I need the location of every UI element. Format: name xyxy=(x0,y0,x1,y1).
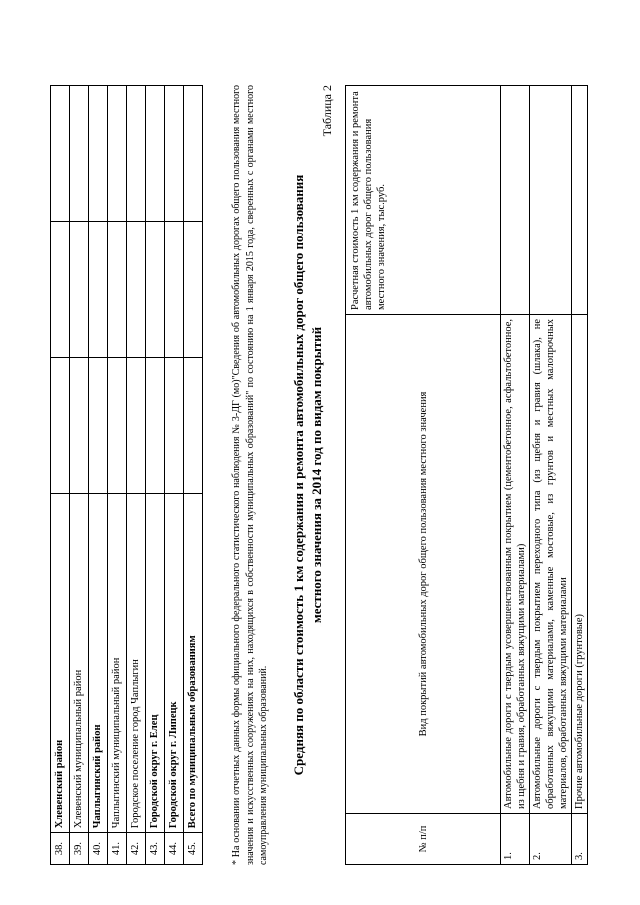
row-number: 40. xyxy=(89,833,108,865)
row-value-cell xyxy=(89,222,108,358)
footnote: * На основании отчетных данных формы официального федерального статистического наблюдения № 3-ДГ (мо)"Сведения об автомобильных дорогах общего пользования местного значения и искусственных сооружениях на них, находящихся в собственности муниципальных образований" по состоянию на 1 января 2015 года, сверенных с органами местного самоуправления муниципальных образований. xyxy=(231,85,269,865)
row-value-cell xyxy=(127,222,146,358)
row-description: Автомобильные дороги с твердым покрытием переходного типа (из щебня и гравия (шлака), не обработанных вяжущими материалами, каменные мостовые, из грунтов и местных малопрочных материалов, обработанных вяжущими материалами xyxy=(530,315,572,814)
table-row xyxy=(70,86,89,865)
row-value-cell xyxy=(146,358,165,494)
row-value-cell xyxy=(184,222,203,358)
cost-table-header-row xyxy=(346,86,501,865)
table2-title-line2: местного значения за 2014 год по видам покрытий xyxy=(309,326,324,624)
table-label: Таблица 2 xyxy=(320,85,334,137)
row-number: 3. xyxy=(572,814,588,865)
header-type: Вид покрытий автомобильных дорог общего пользования местного значения xyxy=(346,315,501,814)
row-value-cell xyxy=(70,358,89,494)
table-row xyxy=(184,86,203,865)
row-value-cell xyxy=(70,86,89,222)
row-number: 41. xyxy=(108,833,127,865)
table-row xyxy=(89,86,108,865)
table-row xyxy=(127,86,146,865)
row-number: 1. xyxy=(501,814,530,865)
row-value-cell xyxy=(146,86,165,222)
row-name: Чаплыгинский район xyxy=(89,494,108,833)
row-value-cell xyxy=(108,358,127,494)
row-number: 45. xyxy=(184,833,203,865)
row-value-cell xyxy=(127,86,146,222)
table-row xyxy=(572,86,588,865)
row-value-cell xyxy=(89,86,108,222)
row-cost xyxy=(501,86,530,315)
row-cost xyxy=(572,86,588,315)
table-row xyxy=(501,86,530,865)
row-number: 44. xyxy=(165,833,184,865)
row-value-cell xyxy=(127,358,146,494)
row-value-cell xyxy=(146,222,165,358)
row-description: Автомобильные дороги с твердым усовершенствованным покрытием (цементобетонное, асфальтобетонное, из щебня и гравия, обработанных вяжущими материалами) xyxy=(501,315,530,814)
row-description: Прочие автомобильные дороги (грунтовые) xyxy=(572,315,588,814)
row-value-cell xyxy=(165,358,184,494)
row-number: 42. xyxy=(127,833,146,865)
row-value-cell xyxy=(184,358,203,494)
row-name: Городское поселение город Чаплыгин xyxy=(127,494,146,833)
row-number: 43. xyxy=(146,833,165,865)
cost-table xyxy=(345,85,588,865)
row-name: Хлевенский муниципальный район xyxy=(70,494,89,833)
table-row xyxy=(108,86,127,865)
row-value-cell xyxy=(51,358,70,494)
row-name: Хлевенский район xyxy=(51,494,70,833)
table-row xyxy=(146,86,165,865)
municipal-table-body xyxy=(51,86,203,865)
header-cost: Расчетная стоимость 1 км содержания и ремонта автомобильных дорог общего пользования местного значения, тыс.руб. xyxy=(346,86,501,315)
row-name: Городской округ г. Липецк xyxy=(165,494,184,833)
row-value-cell xyxy=(51,222,70,358)
row-number: 39. xyxy=(70,833,89,865)
row-value-cell xyxy=(165,86,184,222)
row-name: Городской округ г. Елец xyxy=(146,494,165,833)
row-value-cell xyxy=(108,222,127,358)
municipal-table-continuation xyxy=(50,85,203,865)
row-name: Всего по муниципальным образованиям xyxy=(184,494,203,833)
table-row xyxy=(51,86,70,865)
cost-table-body xyxy=(501,86,588,865)
table-row xyxy=(530,86,572,865)
row-value-cell xyxy=(184,86,203,222)
row-cost xyxy=(530,86,572,315)
table2-title-line1: Средняя по области стоимость 1 км содержания и ремонта автомобильных дорог общего пользования xyxy=(291,174,306,776)
table-row xyxy=(165,86,184,865)
row-value-cell xyxy=(89,358,108,494)
row-name: Чаплыгинский муниципальный район xyxy=(108,494,127,833)
row-number: 38. xyxy=(51,833,70,865)
row-value-cell xyxy=(70,222,89,358)
row-value-cell xyxy=(51,86,70,222)
header-num: № п/п xyxy=(346,814,501,865)
row-value-cell xyxy=(108,86,127,222)
row-value-cell xyxy=(165,222,184,358)
row-number: 2. xyxy=(530,814,572,865)
